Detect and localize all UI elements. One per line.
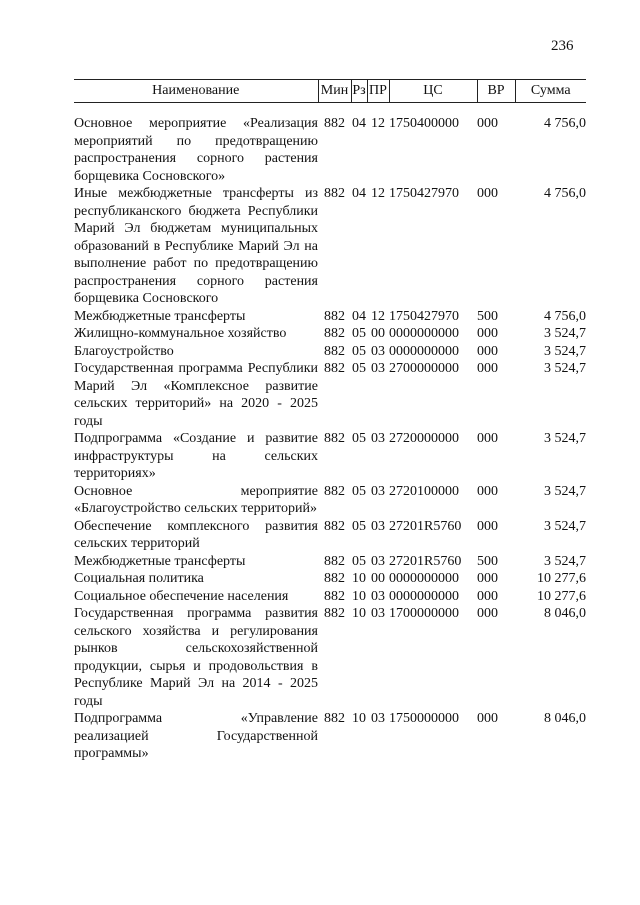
cell-vr: 000 xyxy=(477,518,498,534)
cell-vr: 500 xyxy=(477,308,498,324)
cell-pr: 03 xyxy=(371,588,385,604)
cell-name: Социальное обеспечение населения xyxy=(74,588,289,604)
cell-pr: 12 xyxy=(371,186,385,201)
cell-sum: 3 524,7 xyxy=(544,343,586,359)
header-sum: Сумма xyxy=(515,80,586,103)
table-row xyxy=(74,430,586,483)
table-row xyxy=(74,325,586,343)
cell-vr: 000 xyxy=(477,343,498,359)
cell-rz: 10 xyxy=(352,606,366,621)
cell-rz: 04 xyxy=(352,116,366,131)
cell-min: 882 xyxy=(324,343,345,359)
header-name: Наименование xyxy=(74,80,318,103)
header-vr: ВР xyxy=(477,80,515,103)
table-row xyxy=(74,115,586,185)
table-row xyxy=(74,588,586,606)
table-row xyxy=(74,360,586,430)
cell-rz: 05 xyxy=(352,483,366,499)
cell-name: Жилищно-коммунальное хозяйство xyxy=(74,326,287,341)
cell-pr: 12 xyxy=(371,116,385,131)
cell-vr: 000 xyxy=(477,186,498,201)
cell-pr: 03 xyxy=(371,518,385,534)
cell-min: 882 xyxy=(324,553,345,569)
cell-min: 882 xyxy=(324,308,345,324)
cell-vr: 000 xyxy=(477,571,498,586)
header-cs: ЦС xyxy=(389,80,477,103)
cell-pr: 03 xyxy=(371,483,385,499)
cell-pr: 03 xyxy=(371,553,385,569)
header-spacer xyxy=(74,103,586,116)
cell-sum: 8 046,0 xyxy=(544,711,586,726)
cell-rz: 04 xyxy=(352,186,366,201)
cell-sum: 3 524,7 xyxy=(544,326,586,341)
cell-sum: 8 046,0 xyxy=(544,606,586,621)
table-row xyxy=(74,710,586,763)
table-row xyxy=(74,570,586,588)
cell-cs: 0000000000 xyxy=(389,326,459,341)
cell-vr: 000 xyxy=(477,431,498,446)
budget-table xyxy=(74,79,586,763)
table-row xyxy=(74,343,586,361)
cell-pr: 03 xyxy=(371,606,385,621)
cell-vr: 000 xyxy=(477,361,498,376)
cell-min: 882 xyxy=(324,606,345,621)
cell-rz: 05 xyxy=(352,553,366,569)
cell-cs: 27201R5760 xyxy=(389,553,462,569)
cell-cs: 1750427970 xyxy=(389,186,459,201)
cell-name: Иные межбюджетные трансферты из республиканского бюджета Республики Марий Эл бюджетам муниципальных образований в Республике Марий Эл на выполнение работ по предотвращению распространения сорного растения борщевика Сосновского xyxy=(74,186,318,306)
table-row xyxy=(74,185,586,308)
cell-vr: 000 xyxy=(477,116,498,131)
cell-cs: 0000000000 xyxy=(389,571,459,586)
cell-name: Благоустройство xyxy=(74,343,174,359)
cell-min: 882 xyxy=(324,431,345,446)
cell-cs: 1750400000 xyxy=(389,116,459,131)
cell-name: Межбюджетные трансферты xyxy=(74,553,246,569)
cell-pr: 03 xyxy=(371,431,385,446)
cell-name: Подпрограмма «Управление реализацией Государственной программы» xyxy=(74,711,318,761)
cell-pr: 03 xyxy=(371,361,385,376)
cell-cs: 1700000000 xyxy=(389,606,459,621)
cell-name: Основное мероприятие «Благоустройство сельских территорий» xyxy=(74,483,318,516)
cell-rz: 05 xyxy=(352,326,366,341)
table-row xyxy=(74,518,586,553)
cell-min: 882 xyxy=(324,571,345,586)
cell-pr: 12 xyxy=(371,308,385,324)
cell-cs: 0000000000 xyxy=(389,588,459,604)
cell-name: Государственная программа Республики Марий Эл «Комплексное развитие сельских территорий» на 2020 - 2025 годы xyxy=(74,361,318,429)
cell-pr: 03 xyxy=(371,711,385,726)
cell-sum: 10 277,6 xyxy=(537,588,586,604)
cell-rz: 05 xyxy=(352,361,366,376)
cell-rz: 04 xyxy=(352,308,366,324)
cell-rz: 10 xyxy=(352,711,366,726)
cell-min: 882 xyxy=(324,186,345,201)
cell-cs: 1750000000 xyxy=(389,711,459,726)
cell-name: Социальная политика xyxy=(74,571,204,586)
cell-cs: 2700000000 xyxy=(389,361,459,376)
cell-vr: 000 xyxy=(477,606,498,621)
cell-cs: 1750427970 xyxy=(389,308,459,324)
page-number: 236 xyxy=(551,38,574,54)
cell-min: 882 xyxy=(324,483,345,499)
cell-rz: 05 xyxy=(352,343,366,359)
cell-pr: 00 xyxy=(371,326,385,341)
cell-sum: 4 756,0 xyxy=(544,186,586,201)
table-header-row xyxy=(74,80,586,103)
cell-rz: 10 xyxy=(352,588,366,604)
cell-vr: 000 xyxy=(477,711,498,726)
cell-sum: 3 524,7 xyxy=(544,553,586,569)
cell-vr: 500 xyxy=(477,553,498,569)
cell-vr: 000 xyxy=(477,483,498,499)
cell-name: Основное мероприятие «Реализация мероприятий по предотвращению распространения сорного растения борщевика Сосновского» xyxy=(74,116,318,184)
cell-sum: 3 524,7 xyxy=(544,361,586,376)
cell-vr: 000 xyxy=(477,326,498,341)
cell-cs: 0000000000 xyxy=(389,343,459,359)
cell-cs: 2720000000 xyxy=(389,431,459,446)
table-row xyxy=(74,483,586,518)
cell-sum: 3 524,7 xyxy=(544,431,586,446)
cell-cs: 2720100000 xyxy=(389,483,459,499)
cell-min: 882 xyxy=(324,588,345,604)
table-row xyxy=(74,308,586,326)
table-body xyxy=(74,103,586,763)
cell-name: Межбюджетные трансферты xyxy=(74,308,246,324)
cell-min: 882 xyxy=(324,711,345,726)
cell-sum: 4 756,0 xyxy=(544,308,586,324)
cell-rz: 05 xyxy=(352,431,366,446)
cell-vr: 000 xyxy=(477,588,498,604)
cell-sum: 3 524,7 xyxy=(544,483,586,499)
header-rz: Рз xyxy=(351,80,367,103)
cell-name: Подпрограмма «Создание и развитие инфраструктуры на сельских территориях» xyxy=(74,431,318,481)
cell-name: Государственная программа развития сельского хозяйства и регулирования рынков сельскохозяйственной продукции, сырья и продовольствия в Республике Марий Эл на 2014 - 2025 годы xyxy=(74,606,318,709)
cell-rz: 05 xyxy=(352,518,366,534)
cell-pr: 03 xyxy=(371,343,385,359)
cell-sum: 4 756,0 xyxy=(544,116,586,131)
table-row xyxy=(74,605,586,710)
cell-cs: 27201R5760 xyxy=(389,518,462,534)
cell-name: Обеспечение комплексного развития сельских территорий xyxy=(74,518,318,551)
cell-min: 882 xyxy=(324,116,345,131)
cell-min: 882 xyxy=(324,326,345,341)
cell-min: 882 xyxy=(324,361,345,376)
cell-rz: 10 xyxy=(352,571,366,586)
header-pr: ПР xyxy=(367,80,389,103)
header-min: Мин xyxy=(318,80,351,103)
cell-pr: 00 xyxy=(371,571,385,586)
cell-min: 882 xyxy=(324,518,345,534)
cell-sum: 3 524,7 xyxy=(544,518,586,534)
cell-sum: 10 277,6 xyxy=(537,571,586,586)
table-row xyxy=(74,553,586,571)
